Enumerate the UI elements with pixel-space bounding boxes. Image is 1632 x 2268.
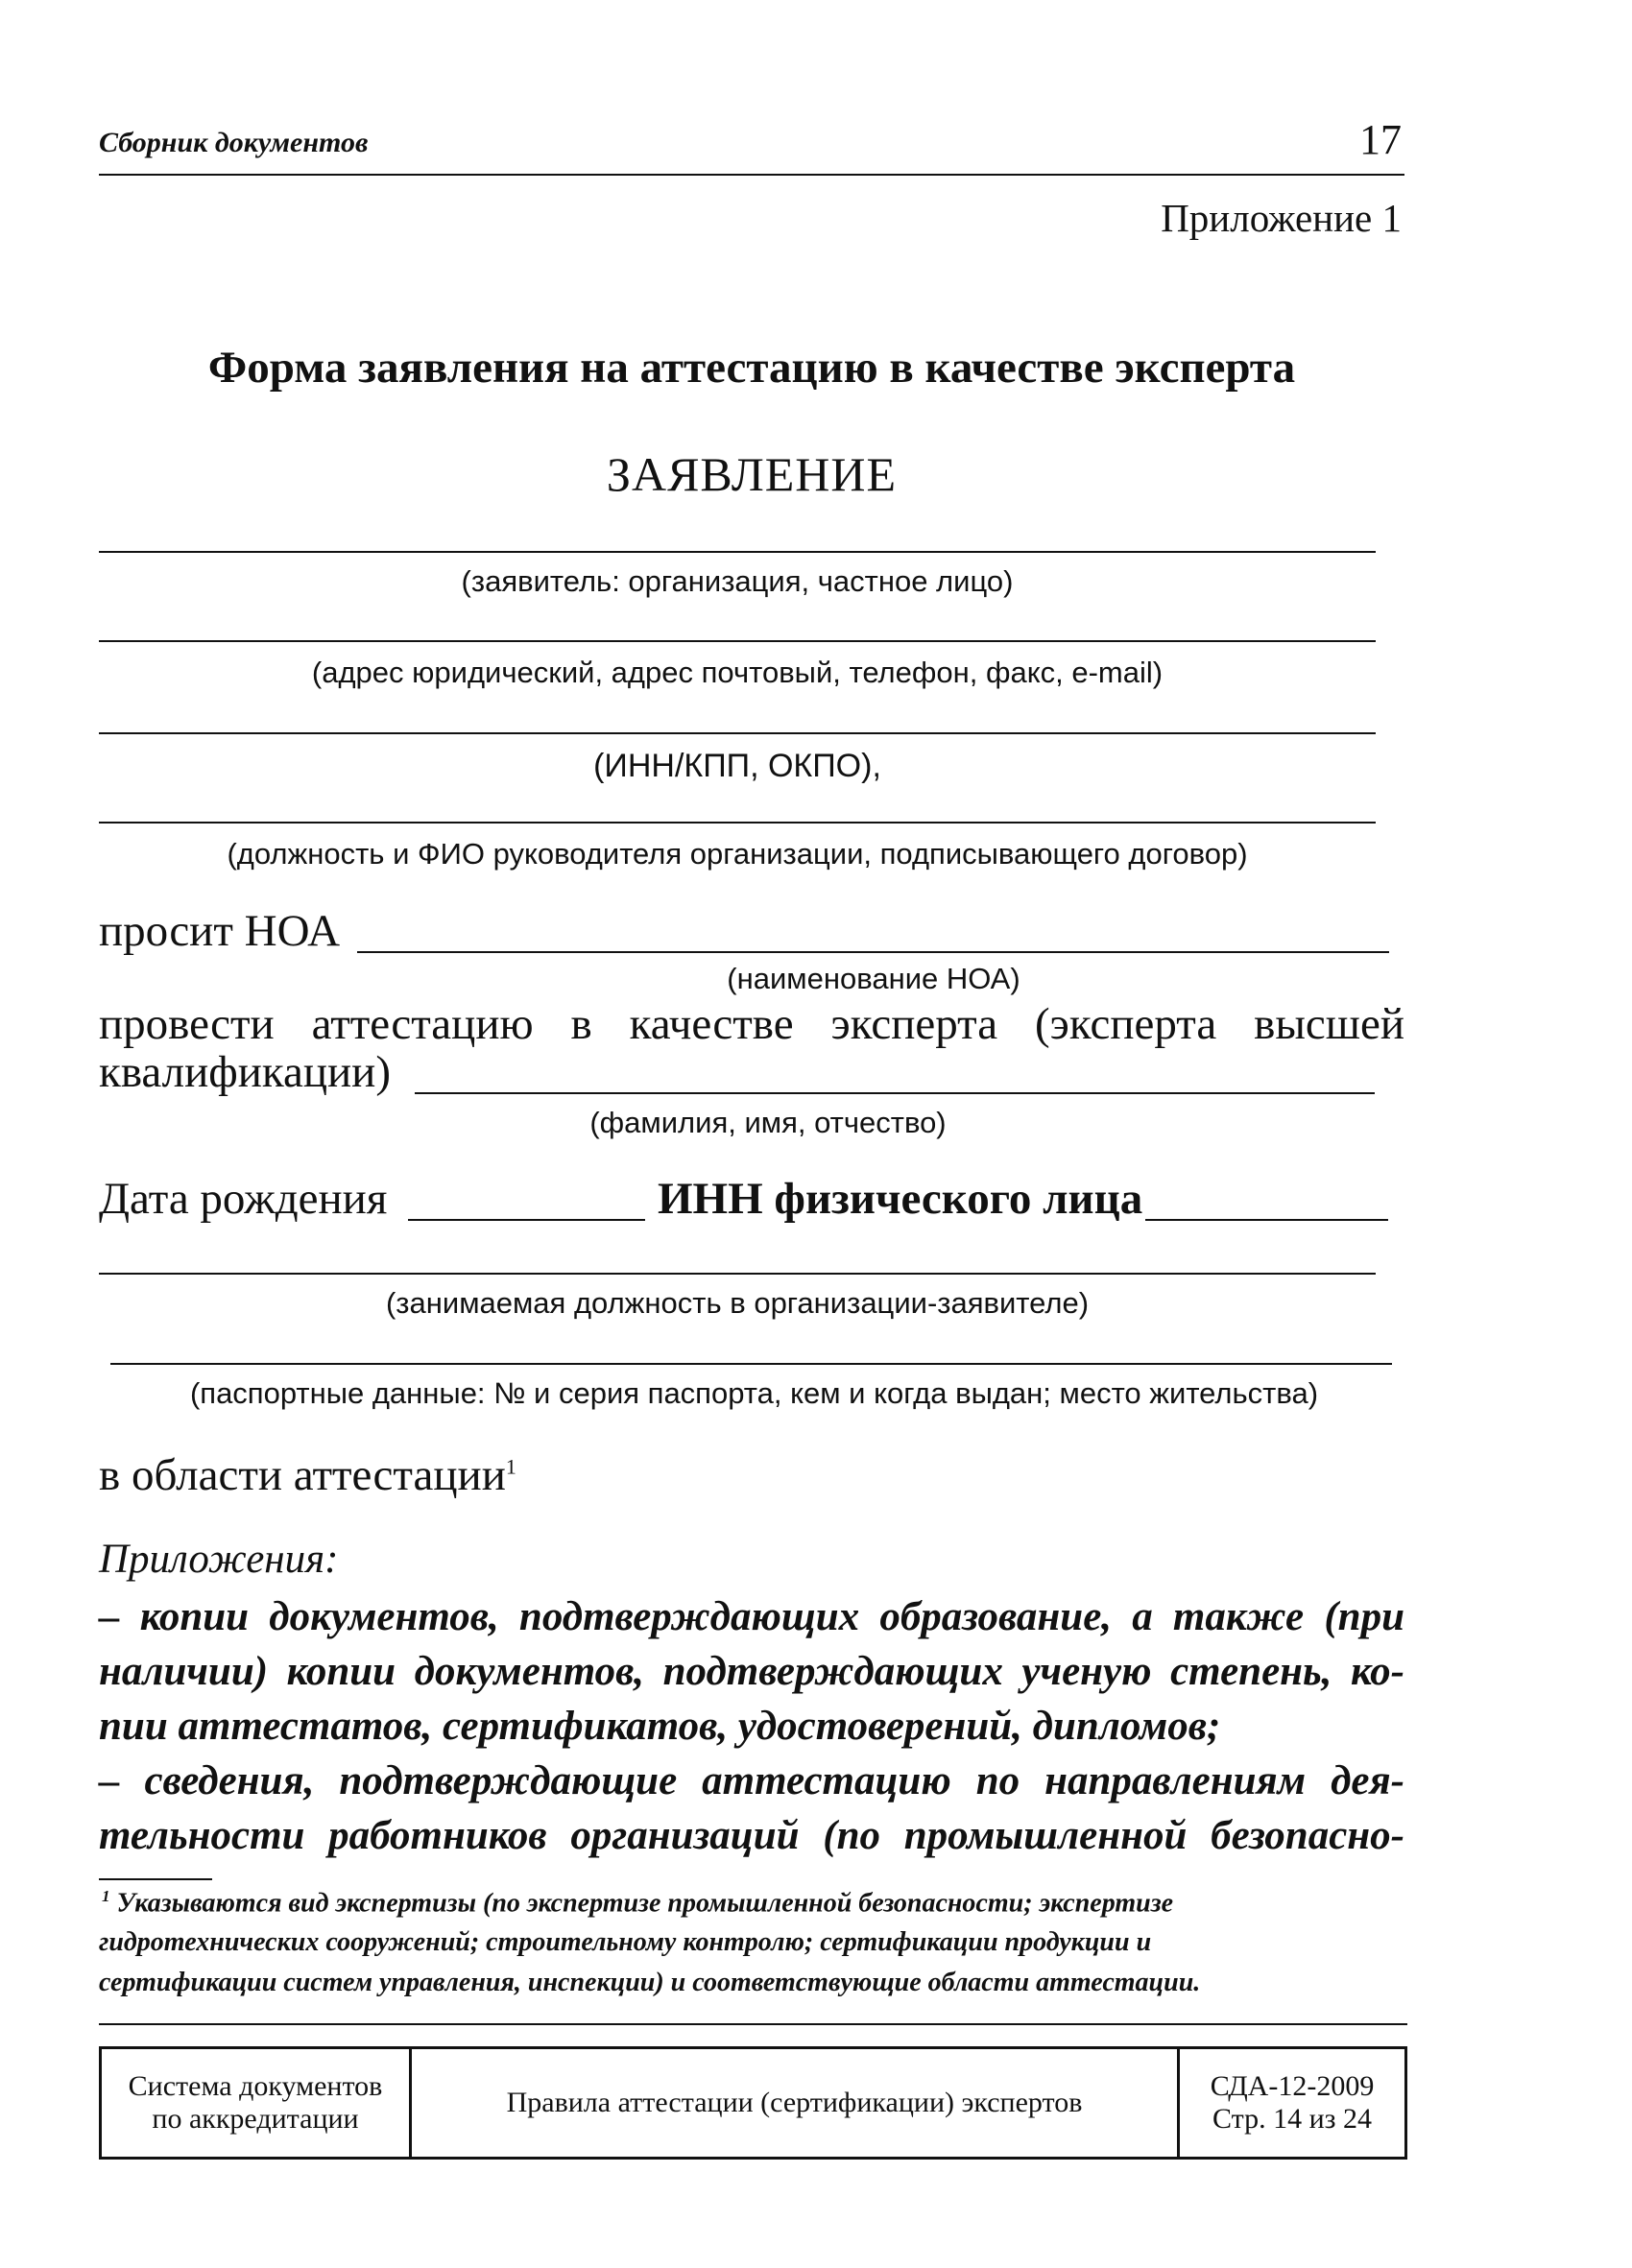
fio-line — [415, 1092, 1375, 1094]
attachment-line: наличии) копии документов, подтверждающих ученую степень, ко- — [99, 1649, 1404, 1694]
position-caption: (занимаемая должность в организации-заявителе) — [385, 1286, 1090, 1320]
address-line — [99, 640, 1376, 642]
footer-system-cell — [102, 2049, 412, 2157]
footer-code-cell — [1180, 2049, 1404, 2157]
form-title: Форма заявления на аттестацию в качестве эксперта — [207, 343, 1296, 393]
birth-date-label: Дата рождения — [99, 1174, 388, 1224]
inn-line — [99, 732, 1376, 734]
footer-rule — [99, 2023, 1407, 2025]
attachments-heading: Приложения: — [99, 1537, 339, 1582]
asks-label: просит НОА — [99, 906, 341, 956]
area-text: в области аттестации — [99, 1450, 506, 1500]
footnote-line: сертификации систем управления, инспекции) и соответствующие области аттестации. — [99, 1968, 1201, 1997]
footer-system-line: по аккредитации — [152, 2103, 359, 2135]
footer-doc-code: СДА-12-2009 — [1210, 2070, 1375, 2102]
inn-caption: (ИНН/КПП, ОКПО), — [593, 748, 881, 784]
attachment-line: пии аттестатов, сертификатов, удостоверений, дипломов; — [99, 1704, 1221, 1749]
footnote-text: Указываются вид экспертизы (по экспертизе промышленной безопасности; экспертизе — [116, 1888, 1174, 1919]
passport-line — [110, 1363, 1392, 1365]
inn-person-line — [1145, 1219, 1388, 1221]
footer-doc-name: Правила аттестации (сертификации) экспертов — [506, 2087, 1083, 2118]
attachment-line: – сведения, подтверждающие аттестацию по направлениям дея- — [99, 1758, 1404, 1803]
footer-system-line: Система документов — [128, 2070, 383, 2102]
footnote-line: гидротехнических сооружений; строительному контролю; сертификации продукции и — [99, 1927, 1152, 1957]
document-title: ЗАЯВЛЕНИЕ — [606, 447, 898, 501]
appendix-label: Приложение 1 — [1161, 196, 1402, 240]
area-footnote-mark: 1 — [505, 1454, 516, 1479]
conduct-line-2: квалификации) — [99, 1047, 391, 1097]
footer-table — [99, 2046, 1407, 2160]
applicant-caption: (заявитель: организация, частное лицо) — [461, 564, 1014, 598]
attachment-line: тельности работников организаций (по промышленной безопасно- — [99, 1813, 1404, 1858]
header-rule — [99, 174, 1404, 176]
footer-page-info: Стр. 14 из 24 — [1212, 2103, 1372, 2135]
footnote-separator — [99, 1878, 212, 1880]
head-line — [99, 822, 1376, 824]
inn-person-label: ИНН физического лица — [658, 1174, 1143, 1224]
birth-date-line — [408, 1219, 645, 1221]
footnote-line — [102, 1887, 1173, 1919]
head-caption: (должность и ФИО руководителя организации, подписывающего договор) — [227, 837, 1248, 871]
conduct-line-1: провести аттестацию в качестве эксперта (эксперта высшей — [99, 999, 1404, 1049]
address-caption: (адрес юридический, адрес почтовый, телефон, факс, e-mail) — [311, 656, 1164, 689]
collection-title: Сборник документов — [99, 127, 369, 158]
passport-caption: (паспортные данные: № и серия паспорта, кем и когда выдан; место жительства) — [189, 1376, 1319, 1410]
area-label — [99, 1449, 516, 1501]
attachment-line: – копии документов, подтверждающих образование, а также (при — [99, 1594, 1404, 1639]
fio-caption: (фамилия, имя, отчество) — [589, 1106, 947, 1139]
noa-caption: (наименование НОА) — [727, 962, 1020, 995]
noa-line — [357, 951, 1389, 953]
position-line — [99, 1273, 1376, 1275]
applicant-line — [99, 551, 1376, 553]
footer-doc-name-cell — [412, 2049, 1180, 2157]
page-number: 17 — [1359, 116, 1402, 163]
footnote-mark: 1 — [102, 1887, 110, 1905]
